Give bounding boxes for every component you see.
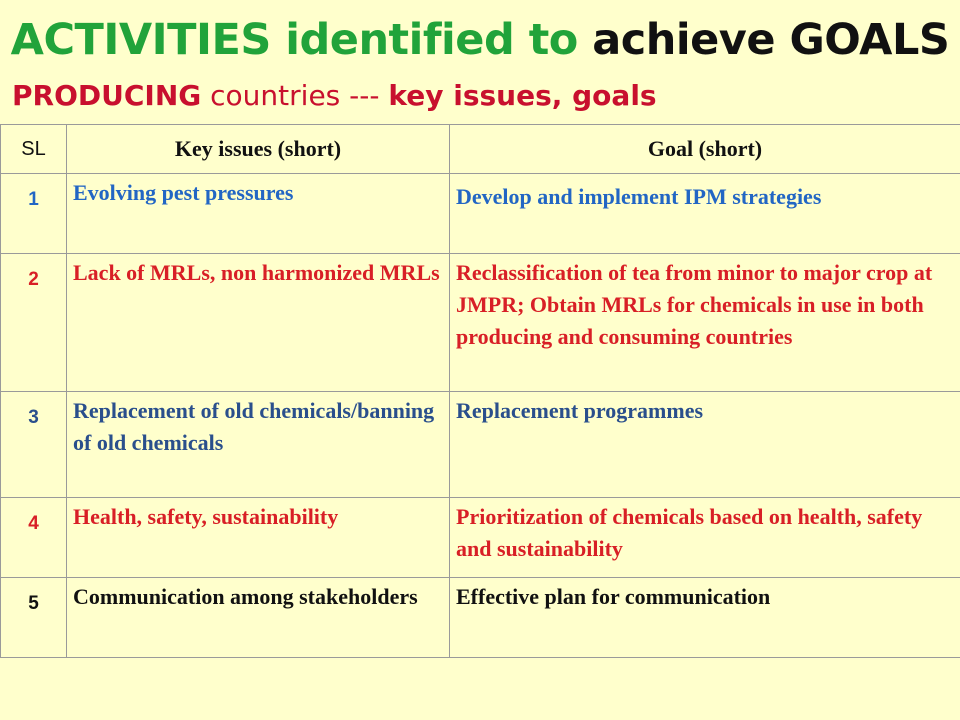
table-row — [1, 174, 960, 254]
row-sl: 4 — [1, 498, 67, 578]
header-key-issues: Key issues (short) — [67, 125, 450, 174]
row-key-issue: Replacement of old chemicals/banning of old chemicals — [67, 392, 450, 498]
slide-title — [0, 14, 960, 66]
row-sl: 2 — [1, 254, 67, 392]
title-part-1: ACTIVITIES identified to — [10, 15, 593, 65]
table-row — [1, 254, 960, 392]
slide-subtitle — [12, 78, 657, 114]
row-sl: 1 — [1, 174, 67, 254]
row-sl: 5 — [1, 578, 67, 658]
row-key-issue: Health, safety, sustainability — [67, 498, 450, 578]
row-goal: Replacement programmes — [450, 392, 960, 498]
subtitle-end: key issues, goals — [388, 79, 657, 112]
issues-goals-table — [0, 124, 960, 658]
row-goal: Prioritization of chemicals based on health, safety and sustainability — [450, 498, 960, 578]
header-sl: SL — [1, 125, 67, 174]
row-goal: Develop and implement IPM strategies — [450, 174, 960, 254]
title-part-2: achieve GOALS — [592, 15, 950, 65]
row-key-issue: Lack of MRLs, non harmonized MRLs — [67, 254, 450, 392]
row-sl: 3 — [1, 392, 67, 498]
header-goal: Goal (short) — [450, 125, 960, 174]
row-key-issue: Communication among stakeholders — [67, 578, 450, 658]
table-row — [1, 498, 960, 578]
row-goal: Reclassification of tea from minor to major crop at JMPR; Obtain MRLs for chemicals in use in both producing and consuming countries — [450, 254, 960, 392]
row-goal: Effective plan for communication — [450, 578, 960, 658]
table-row — [1, 392, 960, 498]
row-key-issue: Evolving pest pressures — [67, 174, 450, 254]
subtitle-middle: countries --- — [201, 79, 389, 112]
subtitle-bold-word: PRODUCING — [12, 79, 202, 112]
table-row — [1, 578, 960, 658]
table-header-row — [1, 125, 960, 174]
